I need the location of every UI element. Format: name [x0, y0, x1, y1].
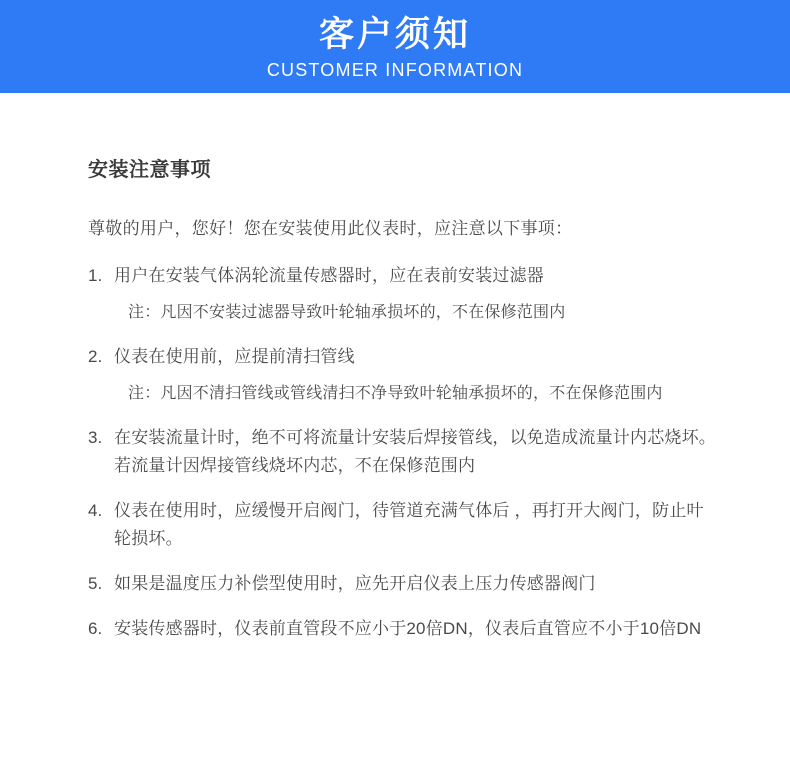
notice-list: [88, 262, 718, 643]
list-item: [88, 615, 718, 643]
list-item-body: [114, 343, 718, 407]
list-item-number: 3.: [88, 428, 103, 447]
banner-subtitle-english: CUSTOMER INFORMATION: [266, 59, 524, 80]
list-item: [88, 570, 718, 598]
list-item-number: 5.: [88, 574, 103, 593]
list-item-text: 仪表在使用时，应缓慢开启阀门，待管道充满气体后 ，再打开大阀门，防止叶轮损坏。: [114, 501, 704, 548]
list-item-number: 6.: [88, 619, 103, 638]
list-item-number: 2.: [88, 347, 103, 366]
banner-title-chinese: 客户须知: [318, 14, 471, 54]
list-item-note: 注：凡因不清扫管线或管线清扫不净导致叶轮轴承损坏的，不在保修范围内: [128, 385, 663, 402]
list-item-text: 用户在安装气体涡轮流量传感器时，应在表前安装过滤器: [114, 266, 544, 285]
list-item-number: 4.: [88, 501, 103, 520]
list-item: [88, 343, 718, 407]
list-item: [88, 262, 718, 326]
list-item-text: 仪表在使用前，应提前清扫管线: [114, 347, 355, 366]
list-item-body: [114, 262, 718, 326]
list-item-body: [114, 497, 718, 553]
page-content: [0, 153, 790, 643]
list-item-text: 在安装流量计时，绝不可将流量计安装后焊接管线，以免造成流量计内芯烧坏。若流量计因焊接管线烧坏内芯，不在保修范围内: [114, 428, 716, 475]
list-item: [88, 497, 718, 553]
list-item-text: 如果是温度压力补偿型使用时，应先开启仪表上压力传感器阀门: [114, 574, 596, 593]
list-item: [88, 424, 718, 480]
section-heading: 安装注意事项: [88, 159, 211, 181]
list-item-number: 1.: [88, 266, 103, 285]
list-item-body: [114, 570, 718, 598]
list-item-text: 安装传感器时，仪表前直管段不应小于20倍DN，仪表后直管应不小于10倍DN: [114, 619, 702, 638]
intro-paragraph: 尊敬的用户，您好！您在安装使用此仪表时，应注意以下事项：: [88, 219, 573, 238]
list-item-note: 注：凡因不安装过滤器导致叶轮轴承损坏的，不在保修范围内: [128, 304, 566, 321]
list-item-body: [114, 424, 718, 480]
page-header-banner: [0, 0, 790, 93]
list-item-body: [114, 615, 718, 643]
